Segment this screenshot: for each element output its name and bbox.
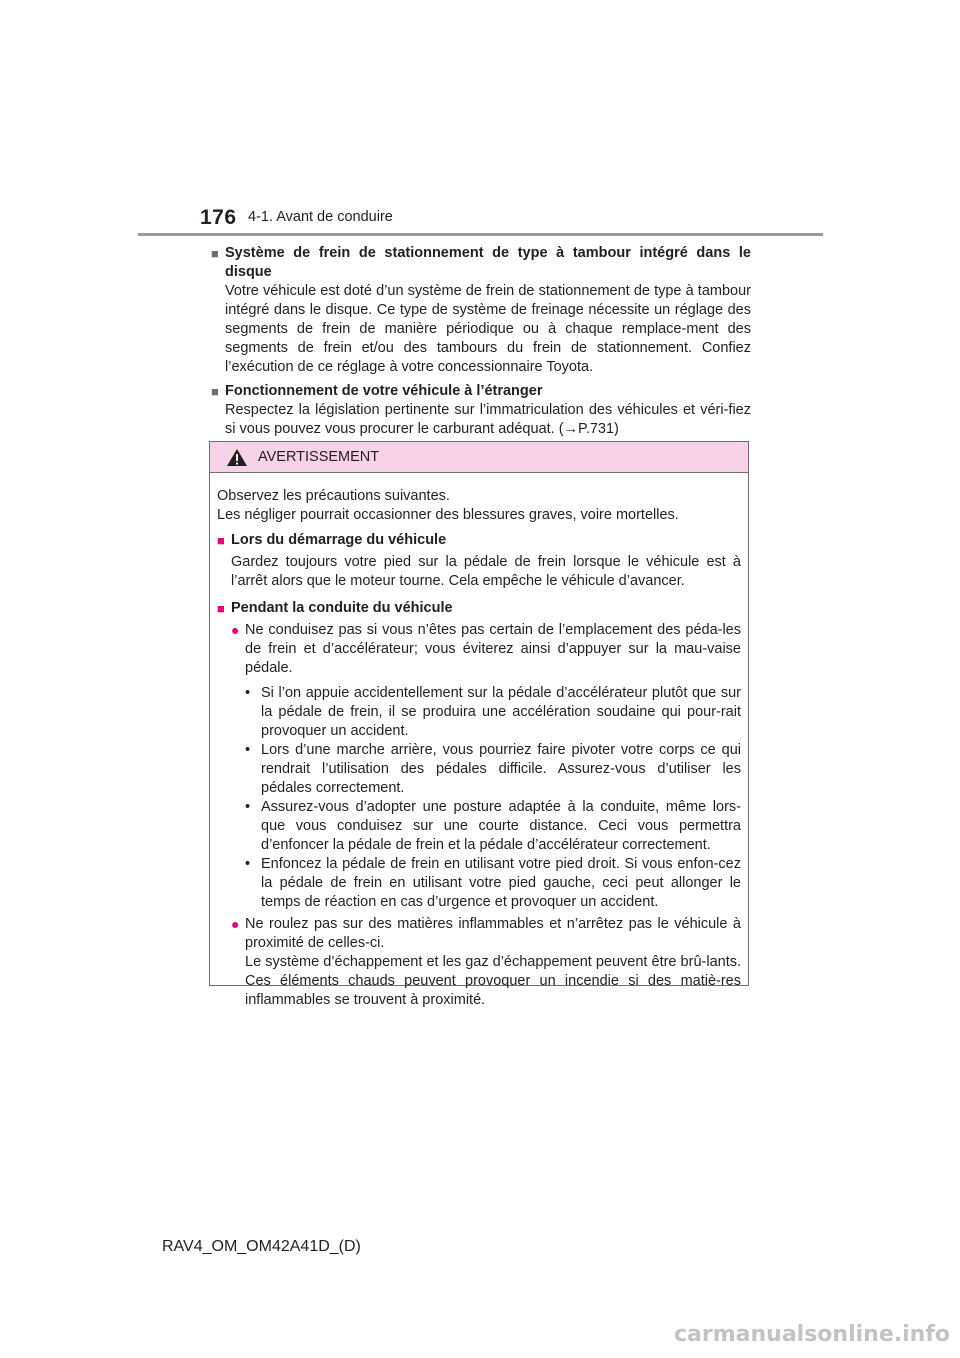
warning-title: AVERTISSEMENT bbox=[258, 448, 380, 465]
pink-dot-icon: ● bbox=[231, 622, 240, 638]
square-bullet-icon: ■ bbox=[211, 384, 219, 399]
warning-bullet-text: Ne conduisez pas si vous n’êtes pas certain de l’emplacement des péda-les de frein et d’accélérateur; vous éviterez ainsi d’appuyer sur la mau-vaise pédale. bbox=[245, 622, 741, 676]
warning-intro bbox=[217, 487, 741, 525]
warning-body bbox=[210, 473, 748, 1010]
warning-intro-line: Les négliger pourrait occasionner des blessures graves, voire mortelles. bbox=[217, 507, 679, 523]
warning-subheading bbox=[217, 599, 741, 618]
pink-square-icon: ■ bbox=[217, 601, 225, 616]
page-header bbox=[0, 0, 960, 240]
warning-bullet bbox=[231, 621, 741, 678]
main-content bbox=[211, 242, 751, 439]
section-heading-text: Fonctionnement de votre véhicule à l’étranger bbox=[225, 383, 543, 399]
warning-subheading-text: Pendant la conduite du véhicule bbox=[231, 600, 453, 616]
header-rule bbox=[138, 233, 823, 236]
section-heading bbox=[211, 244, 751, 282]
pink-square-icon: ■ bbox=[217, 533, 225, 548]
section-heading-text: Système de frein de stationnement de type à tambour intégré dans le disque bbox=[225, 245, 751, 280]
page-number: 176 bbox=[200, 206, 237, 229]
section-paragraph: Votre véhicule est doté d’un système de frein de stationnement de type à tambour intégré dans le disque. Ce type de système de freinage nécessite un réglage des segments de frein de manière périodique ou à chaque remplace-ment des segments de frein et/ou des tambours du frein de stationnement. Confiez l’exécution de ce réglage à votre concessionnaire Toyota. bbox=[225, 283, 751, 375]
warning-intro-line: Observez les précautions suivantes. bbox=[217, 488, 450, 504]
section-title: 4-1. Avant de conduire bbox=[248, 209, 393, 225]
warning-sublist bbox=[245, 684, 741, 912]
warning-paragraph: Gardez toujours votre pied sur la pédale de frein lorsque le véhicule est à l’arrêt alors que le moteur tourne. Cela empêche le véhicule d’avancer. bbox=[231, 554, 741, 589]
square-bullet-icon: ■ bbox=[211, 246, 219, 261]
warning-header bbox=[210, 442, 748, 473]
warning-box bbox=[209, 441, 749, 1008]
list-item: • Si l’on appuie accidentellement sur la pédale d’accélérateur plutôt que sur la pédale de frein, il se produira une accélération soudaine qui pour-rait provoquer un accident. bbox=[245, 685, 741, 739]
warning-bullet-text: Ne roulez pas sur des matières inflammables et n’arrêtez pas le véhicule à proximité de celles-ci. Le système d’échappement et les gaz d’échappement peuvent être brû-lants. Ces éléments chauds peuvent provoquer un incendie si des matiè-res inflammables se trouvent à proximité. bbox=[245, 916, 741, 1008]
warning-triangle-icon bbox=[226, 448, 248, 467]
section-heading bbox=[211, 382, 751, 401]
warning-subheading bbox=[217, 531, 741, 550]
watermark: carmanualsonline.info bbox=[674, 1322, 950, 1347]
list-item: • Assurez-vous d’adopter une posture adaptée à la conduite, même lors-que vous conduisez sur une courte distance. Ceci vous permettra d’enfoncer la pédale de frein et la pédale d’accélérateur correctement. bbox=[245, 799, 741, 853]
pink-dot-icon: ● bbox=[231, 916, 240, 932]
document-code: RAV4_OM_OM42A41D_(D) bbox=[162, 1238, 361, 1255]
warning-bullet bbox=[231, 915, 741, 1010]
list-item: • Enfoncez la pédale de frein en utilisant votre pied droit. Si vous enfon-cez la pédale de frein en utilisant votre pied gauche, ceci peut allonger le temps de réaction en cas d’urgence et provoquer un accident. bbox=[245, 856, 741, 910]
section-paragraph: Respectez la législation pertinente sur l’immatriculation des véhicules et véri-fiez si vous pouvez vous procurer le carburant adéquat. (→P.731) bbox=[225, 402, 751, 437]
list-item: • Lors d’une marche arrière, vous pourriez faire pivoter votre corps ce qui rendrait l’utilisation des pédales difficile. Assurez-vous d’utiliser les pédales correctement. bbox=[245, 742, 741, 796]
warning-subheading-text: Lors du démarrage du véhicule bbox=[231, 532, 447, 548]
